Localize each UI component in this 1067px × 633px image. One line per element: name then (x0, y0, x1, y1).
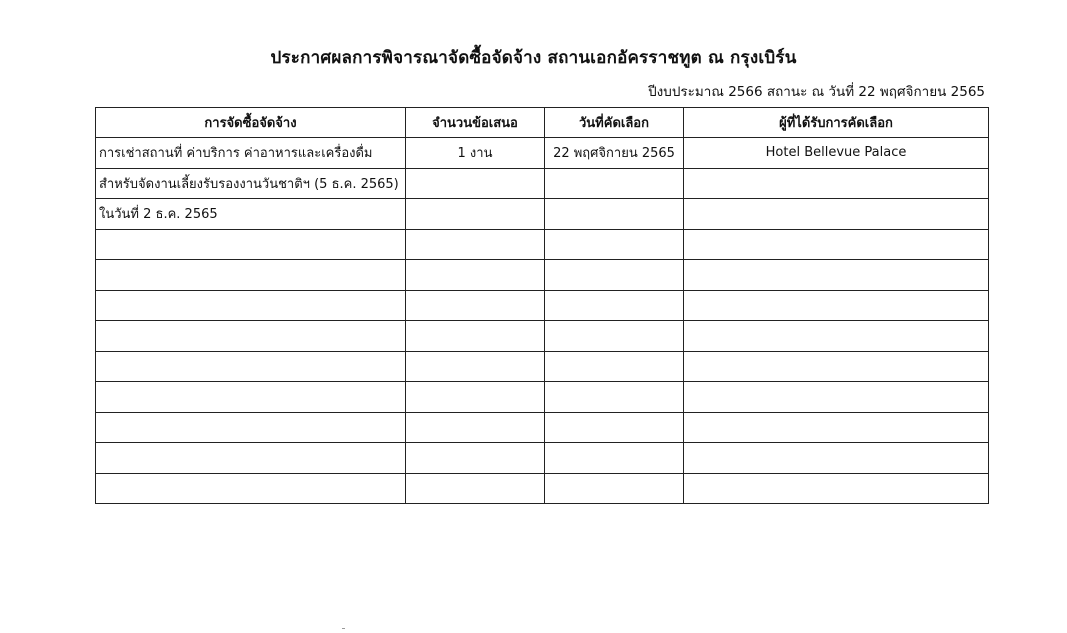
cell-procurement (96, 412, 406, 443)
cell-proposal-count (406, 321, 545, 352)
scan-speck (342, 628, 345, 629)
cell-selected-vendor (684, 168, 989, 199)
table-row (96, 382, 989, 413)
table-header-row (96, 108, 989, 138)
cell-selection-date: 22 พฤศจิกายน 2565 (545, 138, 684, 169)
cell-selection-date (545, 473, 684, 504)
cell-proposal-count: 1 งาน (406, 138, 545, 169)
cell-selected-vendor (684, 443, 989, 474)
cell-procurement (96, 229, 406, 260)
cell-selected-vendor (684, 473, 989, 504)
cell-selection-date (545, 443, 684, 474)
table-body (96, 138, 989, 504)
table-row (96, 443, 989, 474)
cell-procurement (96, 321, 406, 352)
cell-procurement (96, 351, 406, 382)
cell-selected-vendor (684, 382, 989, 413)
table-row (96, 290, 989, 321)
cell-proposal-count (406, 473, 545, 504)
table-row (96, 138, 989, 169)
table-row (96, 473, 989, 504)
header-procurement: การจัดซื้อจัดจ้าง (96, 108, 406, 138)
table-row (96, 229, 989, 260)
cell-selection-date (545, 321, 684, 352)
cell-procurement (96, 473, 406, 504)
cell-procurement (96, 260, 406, 291)
cell-selected-vendor (684, 412, 989, 443)
document-status-line: ปีงบประมาณ 2566 สถานะ ณ วันที่ 22 พฤศจิกายน 2565 (648, 84, 985, 100)
cell-selection-date (545, 351, 684, 382)
cell-selection-date (545, 199, 684, 230)
header-proposal-count: จำนวนข้อเสนอ (406, 108, 545, 138)
cell-procurement (96, 382, 406, 413)
cell-selected-vendor (684, 229, 989, 260)
cell-proposal-count (406, 168, 545, 199)
table-row (96, 321, 989, 352)
cell-selected-vendor (684, 260, 989, 291)
document-title: ประกาศผลการพิจารณาจัดซื้อจัดจ้าง สถานเอกอัครราชทูต ณ กรุงเบิร์น (270, 48, 797, 68)
cell-proposal-count (406, 382, 545, 413)
cell-selected-vendor (684, 199, 989, 230)
cell-proposal-count (406, 351, 545, 382)
cell-selection-date (545, 168, 684, 199)
cell-selection-date (545, 229, 684, 260)
cell-procurement: การเช่าสถานที่ ค่าบริการ ค่าอาหารและเครื่องดื่ม (96, 138, 406, 169)
cell-selected-vendor (684, 290, 989, 321)
table-row (96, 199, 989, 230)
cell-selection-date (545, 260, 684, 291)
cell-selected-vendor (684, 321, 989, 352)
cell-proposal-count (406, 290, 545, 321)
cell-procurement: สำหรับจัดงานเลี้ยงรับรองงานวันชาติฯ (5 ธ.ค. 2565) (96, 168, 406, 199)
header-selection-date: วันที่คัดเลือก (545, 108, 684, 138)
header-selected-vendor: ผู้ที่ได้รับการคัดเลือก (684, 108, 989, 138)
procurement-results-table (95, 107, 989, 504)
table-row (96, 168, 989, 199)
cell-proposal-count (406, 260, 545, 291)
cell-selection-date (545, 382, 684, 413)
cell-selected-vendor (684, 351, 989, 382)
cell-proposal-count (406, 412, 545, 443)
cell-selection-date (545, 412, 684, 443)
cell-proposal-count (406, 443, 545, 474)
cell-procurement (96, 443, 406, 474)
cell-procurement (96, 290, 406, 321)
cell-selection-date (545, 290, 684, 321)
table-row (96, 351, 989, 382)
table-row (96, 412, 989, 443)
cell-proposal-count (406, 199, 545, 230)
cell-procurement: ในวันที่ 2 ธ.ค. 2565 (96, 199, 406, 230)
table-row (96, 260, 989, 291)
cell-proposal-count (406, 229, 545, 260)
cell-selected-vendor: Hotel Bellevue Palace (684, 138, 989, 169)
